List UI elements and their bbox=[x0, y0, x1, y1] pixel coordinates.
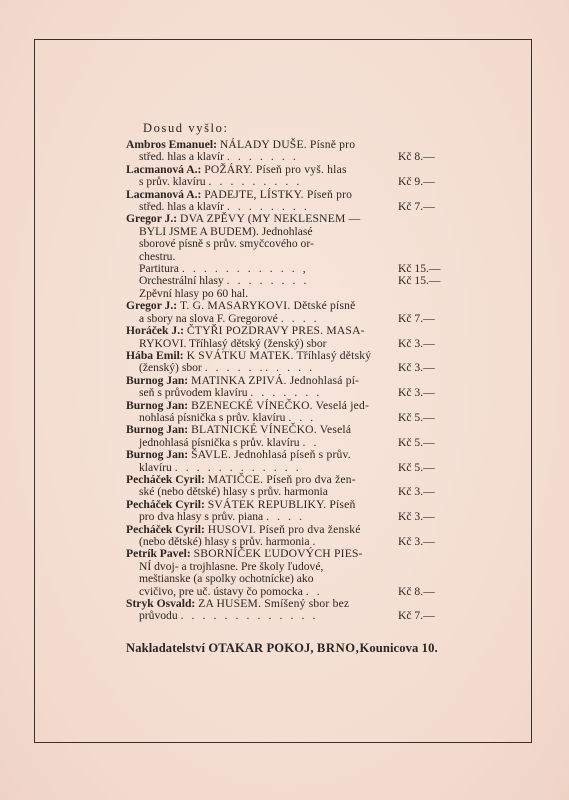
entry-author: Ambros Emanuel: bbox=[126, 138, 217, 151]
leader-dots: . . . . . . . bbox=[250, 386, 322, 400]
entry-price: Kč 7.— bbox=[398, 609, 435, 623]
list-item bbox=[126, 400, 448, 425]
entry-price: Kč 7.— bbox=[398, 200, 435, 214]
leader-dots: . . . . . . . . bbox=[226, 200, 310, 214]
entry-line: PADEJTE, LÍSTKY. Píseň pro bbox=[204, 187, 353, 201]
entry-price: Kč 3.— bbox=[398, 485, 435, 499]
entry-line: MATIČCE. Píseň pro dva žen- bbox=[207, 472, 356, 486]
publication-list bbox=[126, 139, 448, 623]
entry-line: ZA HUSEM. Smíšený sbor bez bbox=[198, 597, 350, 611]
leader-dots: . . bbox=[302, 435, 319, 449]
leader-dots: . bbox=[312, 535, 318, 548]
leader-dots: . . . . . . . . bbox=[226, 274, 310, 288]
entry-price: Kč 8.— bbox=[398, 584, 435, 598]
entry-author: Burnog Jan: bbox=[126, 448, 189, 462]
entry-line: RYKOVI. Tříhlasý dětský (ženský) sbor bbox=[139, 336, 327, 350]
leader-dots: . . . . . .. . . . . bbox=[204, 361, 315, 375]
entry-price: Kč 15.— bbox=[398, 262, 441, 276]
entry-line: seň s průvodem klavíru bbox=[139, 386, 248, 400]
publisher-city: BRNO, bbox=[316, 641, 360, 655]
entry-author: Petrík Pavel: bbox=[126, 547, 191, 561]
entry-author: Horáček J.: bbox=[126, 324, 184, 338]
entry-price: Kč 3.— bbox=[398, 361, 435, 375]
list-heading: Dosud vyšlo: bbox=[143, 121, 229, 135]
leader-dots: . . . . bbox=[280, 311, 320, 325]
subitem-label: Orchestrální hlasy bbox=[139, 274, 224, 288]
entry-price: Kč 15.— bbox=[398, 274, 441, 288]
list-item bbox=[126, 300, 448, 325]
list-item bbox=[126, 449, 448, 474]
entry-line: klavíru bbox=[139, 460, 172, 474]
entry-line: K SVÁTKU MATEK. Tříhlasý dětský bbox=[186, 348, 372, 362]
entry-line: BYLI JSME A BUDEM). Jednohlasé bbox=[139, 224, 313, 238]
entry-line: průvodu bbox=[139, 609, 178, 623]
entry-line: MATINKA ZPIVÁ. Jednohlasá pí- bbox=[191, 373, 360, 387]
entry-author: Hába Emil: bbox=[126, 348, 184, 362]
publisher-name: Nakladatelství OTAKAR POKOJ, bbox=[126, 641, 314, 655]
list-item bbox=[126, 524, 448, 549]
entry-price: Kč 9.— bbox=[398, 175, 435, 189]
entry-author: Pecháček Cyril: bbox=[126, 522, 205, 536]
publisher-imprint bbox=[126, 641, 466, 656]
list-item bbox=[126, 424, 448, 449]
list-item bbox=[126, 375, 448, 400]
entry-line: cvičivo, pre uč. ústavy čo pomocka bbox=[139, 584, 303, 598]
entry-line: sborové písně s prův. smyčcového or- bbox=[139, 237, 314, 251]
list-item bbox=[126, 139, 448, 164]
entry-line: (ženský) sbor bbox=[139, 361, 202, 375]
entry-line: BZENECKÉ VÍNEČKO. Veselá jed- bbox=[191, 398, 370, 412]
entry-line: HUSOVI. Píseň pro dva ženské bbox=[207, 522, 361, 536]
entry-line: jednohlasá písnička s prův. klavíru bbox=[139, 435, 300, 449]
entry-author: Stryk Osvald: bbox=[126, 597, 196, 611]
entry-price: Kč 8.— bbox=[398, 150, 435, 164]
list-item bbox=[126, 189, 448, 214]
entry-author: Lacmanová A.: bbox=[126, 187, 202, 201]
entry-line: DVA ZPĚVY (MY NEKLESNEM — bbox=[180, 212, 361, 226]
leader-dots: . . . . . . . . . . . , bbox=[181, 262, 309, 276]
list-item bbox=[126, 474, 448, 499]
entry-line: střed. hlas a klavír bbox=[139, 150, 224, 164]
entry-line: BLATNICKÉ VÍNEČKO. Veselá bbox=[191, 423, 352, 437]
subitem-label: Zpěvní hlasy po 60 hal. bbox=[139, 286, 249, 300]
leader-dots: . . . . . . . bbox=[226, 150, 299, 164]
list-item bbox=[126, 548, 448, 598]
entry-price: Kč 5.— bbox=[398, 410, 435, 424]
entry-price: Kč 5.— bbox=[398, 435, 435, 449]
leader-dots: . . . . bbox=[266, 510, 305, 524]
entry-line: ČTYŘI POZDRAVY PRES. MASA- bbox=[186, 324, 365, 338]
entry-line: NÁLADY DUŠE. Písně pro bbox=[219, 138, 356, 151]
entry-line: ŠAVLE. Jednohlasá píseň s prův. bbox=[191, 448, 351, 462]
leader-dots: . . . . . . . . . . . . . bbox=[180, 609, 319, 623]
list-item bbox=[126, 213, 448, 263]
leader-dots: . . . . . . . . . bbox=[208, 175, 302, 189]
publisher-address: Kounicova 10. bbox=[359, 641, 438, 655]
entry-line: NÍ dvoj- a trojhlasne. Pre školy ľudové, bbox=[139, 559, 324, 573]
leader-dots: . . . bbox=[288, 410, 316, 424]
entry-line: ské (nebo dětské) hlasy s prův. harmonia bbox=[139, 485, 328, 499]
entry-price: Kč 5.— bbox=[398, 460, 435, 474]
entry-author: Gregor J.: bbox=[126, 212, 178, 226]
entry-line: SVÁTEK REPUBLIKY. Píseň bbox=[207, 497, 356, 511]
entry-line: SBORNÍČEK ĽUDOVÝCH PIES- bbox=[193, 547, 363, 561]
leader-dots: . . . . . . . . . . . . bbox=[174, 460, 302, 474]
entry-author: Lacmanová A.: bbox=[126, 162, 202, 176]
entry-line: T. G. MASARYKOVI. Dětské písně bbox=[180, 299, 356, 313]
entry-line: nohlasá písnička s prův. klavíru bbox=[139, 410, 286, 424]
entry-author: Burnog Jan: bbox=[126, 398, 189, 412]
entry-author: Pecháček Cyril: bbox=[126, 497, 205, 511]
entry-line: a sbory na slova F. Gregorové bbox=[139, 311, 278, 325]
entry-price: Kč 7.— bbox=[398, 311, 435, 325]
entry-price: Kč 3.— bbox=[398, 535, 435, 548]
list-item bbox=[126, 325, 448, 350]
list-item bbox=[126, 164, 448, 189]
entry-price: Kč 3.— bbox=[398, 336, 435, 350]
entry-line: POŽÁRY. Píseň pro vyš. hlas bbox=[204, 162, 347, 176]
leader-dots: . . bbox=[305, 584, 323, 598]
subitem-label: Partitura bbox=[139, 262, 179, 276]
entry-line: s prův. klavíru bbox=[139, 175, 206, 189]
entry-author: Gregor J.: bbox=[126, 299, 178, 313]
entry-line: střed. hlas a klavír bbox=[139, 200, 224, 214]
list-item bbox=[126, 598, 448, 623]
entry-line: pro dva hlasy s prův. piana bbox=[139, 510, 264, 524]
list-item bbox=[126, 499, 448, 524]
entry-author: Pecháček Cyril: bbox=[126, 472, 205, 486]
entry-line: meštianske (a spolky ochotnícke) ako bbox=[139, 572, 314, 586]
entry-author: Burnog Jan: bbox=[126, 423, 189, 437]
entry-author: Burnog Jan: bbox=[126, 373, 189, 387]
entry-line: chestru. bbox=[139, 249, 176, 263]
entry-line: (nebo dětské) hlasy s prův. harmonia bbox=[139, 535, 310, 548]
entry-price: Kč 3.— bbox=[398, 510, 435, 524]
list-item bbox=[126, 350, 448, 375]
entry-price: Kč 3.— bbox=[398, 386, 435, 400]
